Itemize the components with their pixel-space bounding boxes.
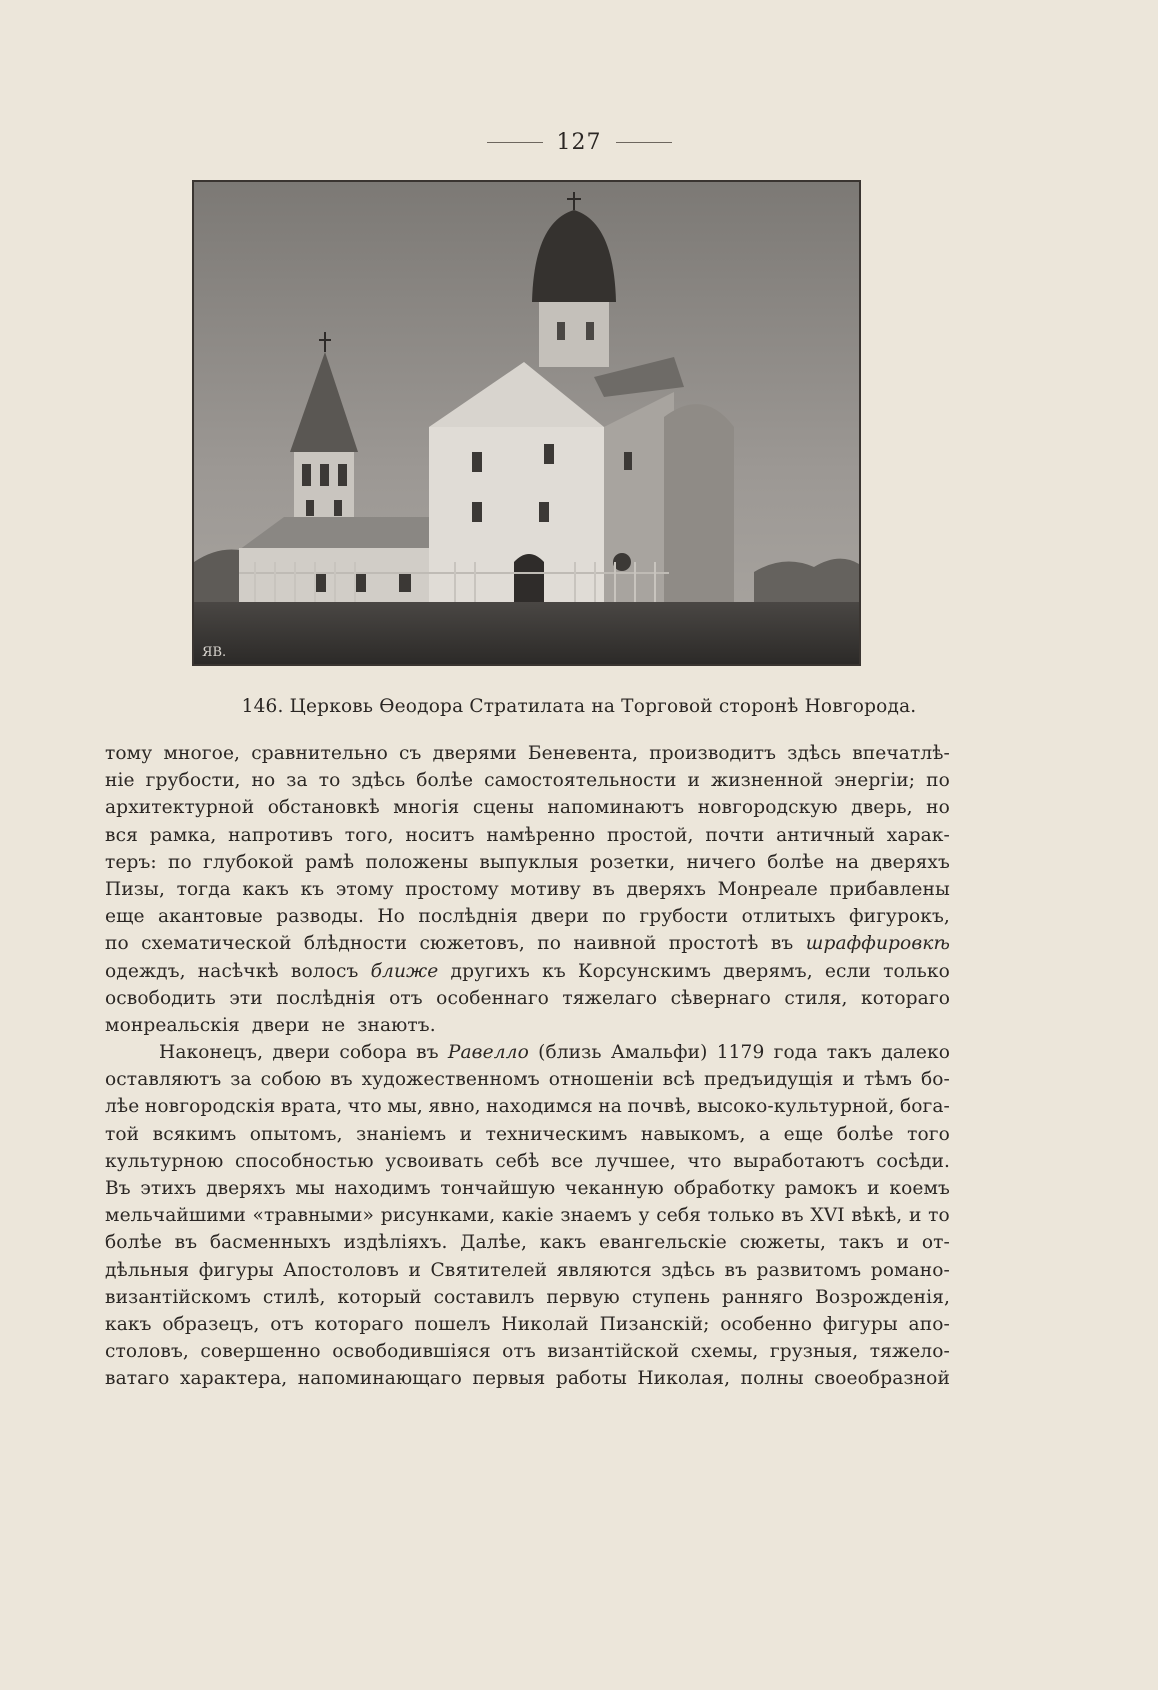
word: Апостоловъ — [283, 1259, 399, 1281]
word: лучшее, — [594, 1150, 676, 1172]
word: и — [867, 1178, 880, 1199]
word: работы — [555, 1368, 627, 1390]
word: образецъ, — [162, 1313, 260, 1335]
word: Святителей — [430, 1259, 548, 1281]
word: напротивъ — [228, 824, 334, 846]
word: грузныя, — [769, 1341, 859, 1363]
word: составилъ — [433, 1286, 535, 1308]
church-photograph-illustration — [194, 182, 859, 664]
word: отъ — [270, 1313, 304, 1335]
word: по — [926, 770, 950, 792]
word: котораго — [860, 987, 950, 1009]
paragraph-2 — [105, 1039, 950, 1392]
word: отлитыхъ — [741, 906, 836, 928]
word: мельчайшими — [105, 1205, 246, 1227]
word: Равелло — [447, 1042, 529, 1064]
word: болѣе — [836, 1123, 894, 1145]
word: двери — [531, 906, 589, 928]
word: и — [908, 1205, 922, 1227]
word: себя — [656, 1205, 702, 1227]
word: насѣчкѣ — [197, 960, 279, 982]
word: издѣліяхъ. — [343, 1232, 448, 1254]
word: грубости, — [145, 770, 241, 792]
word: той — [105, 1123, 140, 1145]
word: а — [758, 1123, 771, 1145]
word: по — [105, 933, 129, 955]
word: ватаго — [105, 1368, 170, 1390]
word: дверямъ, — [723, 960, 813, 982]
word: наивной — [573, 933, 657, 955]
word: самостоятельности — [484, 770, 677, 792]
word: Далѣе, — [460, 1232, 528, 1254]
word: находимся — [486, 1096, 593, 1118]
word: дверяхъ — [626, 878, 707, 900]
word: теръ: — [105, 851, 157, 873]
word: освободить — [105, 987, 216, 1009]
word: пошелъ — [414, 1313, 491, 1335]
word: сосѣди. — [876, 1150, 950, 1172]
word: романо- — [870, 1259, 950, 1281]
word: то — [318, 770, 341, 792]
word: многія — [393, 797, 460, 819]
word: на — [598, 1096, 622, 1118]
word: простому — [405, 878, 499, 900]
word: фигуры — [198, 1259, 274, 1281]
word: Пизы, — [105, 878, 165, 900]
word: Амальфи) — [610, 1042, 708, 1064]
word: простотѣ — [668, 933, 759, 955]
word: обстановкѣ — [267, 797, 380, 819]
word: какіе — [501, 1205, 554, 1227]
word: особеннаго — [436, 987, 549, 1009]
word: блѣдности — [303, 933, 408, 955]
word: рамѣ — [305, 851, 355, 873]
word: 1179 — [716, 1042, 765, 1064]
word: но — [251, 770, 276, 792]
word: способностью — [235, 1150, 374, 1172]
word: болѣе — [416, 770, 474, 792]
word: Пизанскій; — [599, 1313, 710, 1335]
word: по — [168, 851, 192, 873]
paragraph-1 — [105, 740, 950, 1039]
word: послѣднія — [276, 987, 376, 1009]
word: харак- — [886, 824, 950, 846]
word: ступень — [631, 1286, 711, 1308]
word: бога- — [899, 1096, 950, 1118]
word: высоко-культурной, — [697, 1096, 895, 1118]
word: и — [459, 1123, 473, 1145]
text-line — [105, 1202, 950, 1229]
page-number — [0, 130, 1158, 155]
word: какъ — [105, 1313, 152, 1335]
word: и — [842, 1069, 855, 1091]
text-line — [105, 903, 950, 930]
word: и — [687, 770, 700, 792]
word: выработаютъ — [733, 1150, 865, 1172]
word: въ — [592, 878, 615, 900]
text-line — [105, 1039, 950, 1066]
text-line — [105, 849, 950, 876]
word: лѣе — [105, 1096, 140, 1118]
word: разводы. — [276, 906, 364, 928]
word: ближе — [370, 960, 439, 982]
word: сюжеты, — [739, 1232, 826, 1254]
word: сцены — [472, 797, 534, 819]
word: послѣднія — [418, 906, 518, 928]
word: напоминающаго — [297, 1368, 462, 1390]
word: сѣвернаго — [670, 987, 771, 1009]
word: стиля, — [784, 987, 848, 1009]
word: эти — [229, 987, 263, 1009]
word: по — [602, 906, 627, 928]
word: ничего — [686, 851, 757, 873]
word: монреальскія — [105, 1014, 240, 1036]
word: двери — [251, 1014, 310, 1036]
word: «травными» — [252, 1205, 375, 1227]
word: тѣмъ — [863, 1069, 913, 1091]
word: художественномъ — [361, 1069, 540, 1091]
text-line — [105, 1365, 950, 1392]
word: навыкомъ, — [640, 1123, 746, 1145]
word: года — [773, 1042, 818, 1064]
word: то — [928, 1205, 950, 1227]
text-line — [105, 1175, 950, 1202]
word: къ — [300, 878, 325, 900]
word: рамокъ — [784, 1178, 858, 1199]
text-line — [105, 1257, 950, 1284]
word: глубокой — [203, 851, 294, 873]
word: если — [824, 960, 871, 982]
word: знаніемъ — [356, 1123, 447, 1145]
word: рамка, — [149, 824, 217, 846]
word: полны — [740, 1368, 804, 1390]
word: энергіи; — [834, 770, 916, 792]
word: тяжело- — [869, 1341, 950, 1363]
word: въ — [330, 1069, 353, 1091]
text-line — [105, 1121, 950, 1148]
word: въ — [416, 1042, 439, 1064]
word: какъ — [242, 878, 289, 900]
word: и — [408, 1259, 421, 1281]
text-line — [105, 767, 950, 794]
word: почвѣ, — [627, 1096, 692, 1118]
word: мотиву — [510, 878, 581, 900]
text-line — [105, 1093, 950, 1120]
word: здѣсь — [787, 743, 842, 764]
word: не — [321, 1014, 346, 1036]
word: стилѣ, — [262, 1286, 326, 1308]
word: фигурокъ, — [848, 906, 950, 928]
word: болѣе — [767, 851, 825, 873]
word: ранняго — [722, 1286, 804, 1308]
word: рисунками, — [380, 1205, 496, 1227]
word: шраффировкѣ — [805, 933, 950, 955]
word: этому — [335, 878, 394, 900]
word: этихъ — [140, 1178, 197, 1199]
page-number-text: 127 — [556, 130, 602, 155]
word: апо- — [908, 1313, 950, 1335]
word: того — [907, 1123, 950, 1145]
word: (близь — [538, 1042, 602, 1064]
word: сравнительно — [251, 743, 388, 764]
word: еще — [783, 1123, 824, 1145]
word: у — [638, 1205, 650, 1227]
word: дѣльныя — [105, 1259, 190, 1281]
word: евангельскіе — [599, 1232, 727, 1254]
page-number-rule-right — [616, 142, 672, 143]
word: многое, — [163, 743, 241, 764]
word: находимъ — [334, 1178, 431, 1199]
word: византійскомъ — [105, 1286, 251, 1308]
text-line — [105, 930, 950, 957]
word: напоминаютъ — [547, 797, 685, 819]
word: намѣренно — [486, 824, 596, 846]
word: опытомъ, — [249, 1123, 343, 1145]
word: басменныхъ — [209, 1232, 331, 1254]
word: столовъ, — [105, 1341, 189, 1363]
word: ніе — [105, 770, 135, 792]
page-number-rule-left — [487, 142, 543, 143]
word: Корсунскимъ — [577, 960, 712, 982]
word: собою — [260, 1069, 322, 1091]
word: далеко — [881, 1042, 950, 1064]
word: двери — [272, 1042, 331, 1064]
word: собора — [339, 1042, 407, 1064]
word: акантовые — [157, 906, 263, 928]
text-line — [105, 985, 950, 1012]
word: явно, — [428, 1096, 481, 1118]
word: обработку — [673, 1178, 775, 1199]
word: дверяхъ — [870, 851, 950, 873]
word: Беневента, — [527, 743, 639, 764]
word: съ — [399, 743, 422, 764]
word: освободившіяся — [332, 1341, 491, 1363]
word: за — [286, 770, 308, 792]
word: первыя — [472, 1368, 546, 1390]
word: новгородскую — [697, 797, 838, 819]
word: предъидущія — [704, 1069, 834, 1091]
word: XVI — [810, 1205, 845, 1227]
word: простой, — [607, 824, 694, 846]
word: еще — [105, 906, 145, 928]
word: какъ — [539, 1232, 587, 1254]
word: производитъ — [649, 743, 777, 764]
word: здѣсь — [351, 770, 406, 792]
word: въ — [781, 1205, 804, 1227]
word: тогда — [176, 878, 231, 900]
word: своеобразной — [814, 1368, 950, 1390]
text-line — [105, 1148, 950, 1175]
word: въ — [174, 1232, 198, 1254]
word: все — [551, 1150, 584, 1172]
word: одеждъ, — [105, 960, 186, 982]
body-text — [105, 740, 950, 1393]
word: античный — [776, 824, 876, 846]
word: прибавлены — [829, 878, 950, 900]
word: Но — [377, 906, 405, 928]
word: техническимъ — [485, 1123, 628, 1145]
word: особенно — [720, 1313, 813, 1335]
word: но — [926, 797, 950, 819]
word: почти — [705, 824, 765, 846]
word: болѣе — [105, 1232, 162, 1254]
word: первую — [546, 1286, 620, 1308]
word: вся — [105, 824, 138, 846]
text-line — [105, 876, 950, 903]
word: здѣсь — [661, 1259, 716, 1281]
word: того, — [344, 824, 394, 846]
word: что — [347, 1096, 382, 1118]
word: который — [337, 1286, 422, 1308]
word: носитъ — [405, 824, 475, 846]
word: совершенно — [200, 1341, 321, 1363]
word: дверями — [432, 743, 517, 764]
word: выпуклыя — [479, 851, 579, 873]
text-line — [105, 1012, 950, 1039]
word: всѣ — [662, 1069, 696, 1091]
word: въ — [770, 933, 794, 955]
word: впечатлѣ- — [852, 743, 950, 764]
text-line — [105, 740, 950, 767]
word: оставляютъ — [105, 1069, 222, 1091]
word: схемы, — [690, 1341, 759, 1363]
word: отъ — [389, 987, 423, 1009]
word: коемъ — [889, 1178, 950, 1199]
word: розетки, — [589, 851, 676, 873]
word: къ — [542, 960, 566, 982]
text-line — [105, 1229, 950, 1256]
word: положены — [365, 851, 469, 873]
word: другихъ — [450, 960, 530, 982]
word: за — [230, 1069, 252, 1091]
word: новгородскія — [144, 1096, 276, 1118]
word: Монреале — [717, 878, 818, 900]
word: тончайшую — [440, 1178, 556, 1199]
word: чеканную — [565, 1178, 664, 1199]
word: на — [835, 851, 860, 873]
text-line — [105, 1066, 950, 1093]
word: схематической — [141, 933, 292, 955]
church-photograph — [192, 180, 861, 666]
word: развитомъ — [756, 1259, 862, 1281]
word: такъ — [838, 1232, 884, 1254]
word: бо- — [920, 1069, 950, 1091]
word: архитектурной — [105, 797, 255, 819]
text-line — [105, 1311, 950, 1338]
word: византійской — [547, 1341, 680, 1363]
word: только — [883, 960, 950, 982]
word: знаютъ. — [357, 1014, 436, 1036]
word: котораго — [314, 1313, 404, 1335]
word: мы — [295, 1178, 325, 1199]
text-line — [105, 794, 950, 821]
word: себѣ — [495, 1150, 540, 1172]
word: жизненной — [710, 770, 824, 792]
text-line — [105, 1284, 950, 1311]
word: тому — [105, 743, 153, 764]
text-line — [105, 1338, 950, 1365]
word: Николай — [501, 1313, 589, 1335]
word: въ — [724, 1259, 748, 1281]
word: культурною — [105, 1150, 224, 1172]
word: волосъ — [290, 960, 359, 982]
word: от- — [921, 1232, 950, 1254]
word: отъ — [502, 1341, 536, 1363]
word: всякимъ — [152, 1123, 237, 1145]
word: что — [687, 1150, 722, 1172]
figure-caption: 146. Церковь Өеодора Стратилата на Торговой сторонѣ Новгорода. — [241, 696, 917, 717]
word: только — [707, 1205, 775, 1227]
word: дверь, — [851, 797, 913, 819]
word: Возрожденія, — [815, 1286, 950, 1308]
word: являются — [556, 1259, 652, 1281]
word: усвоивать — [385, 1150, 484, 1172]
text-line — [105, 958, 950, 985]
word: отношеніи — [548, 1069, 654, 1091]
word: характера, — [179, 1368, 288, 1390]
text-line — [105, 822, 950, 849]
word: тяжелаго — [562, 987, 658, 1009]
photo-monogram: ЯВ. — [202, 645, 227, 660]
word: вѣкѣ, — [851, 1205, 903, 1227]
word: и — [896, 1232, 910, 1254]
word: грубости — [639, 906, 729, 928]
word: по — [537, 933, 562, 955]
word: сюжетовъ, — [419, 933, 525, 955]
word: Въ — [105, 1178, 131, 1199]
word: Николая, — [637, 1368, 731, 1390]
word: врата, — [280, 1096, 343, 1118]
word: фигуры — [822, 1313, 898, 1335]
word: знаемъ — [560, 1205, 632, 1227]
word: Наконецъ, — [159, 1042, 264, 1064]
word: такъ — [826, 1042, 872, 1064]
word: мы, — [387, 1096, 423, 1118]
word: дверяхъ — [206, 1178, 286, 1199]
